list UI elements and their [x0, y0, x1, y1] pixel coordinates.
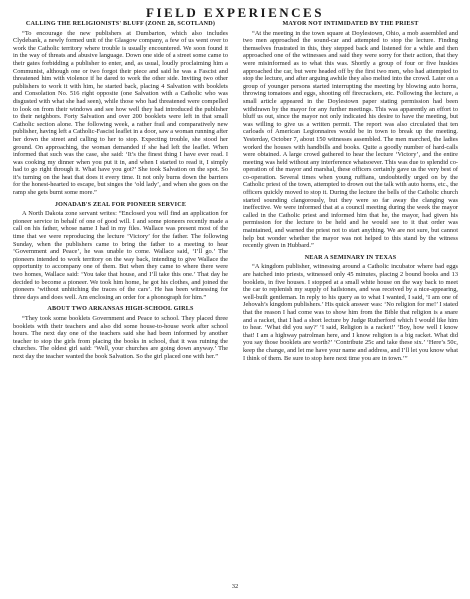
- section-heading: JONADAB'S ZEAL FOR PIONEER SERVICE: [54, 201, 187, 208]
- page-title: FIELD EXPERIENCES: [146, 5, 324, 20]
- right-column: [243, 21, 458, 362]
- section-paragraph: “A kingdom publisher, witnessing around a Catholic incubator where bad eggs are hatched into priests, witnessed only 45 minutes, placing 2 bound books and 13 booklets, in five houses. I stopped at a small white house on the way back to meet the car to replenish my supply of hailstones, and was received by a nice-appearing, well-built gentleman. In reply to his query as to what I wanted, I said, ‘I am one of Jehovah’s kingdom publishers.’ His quick answer was: ‘No religion for me!’ I stated that the reason I had come was to show him from the Bible that religion is a snare and a racket, that I had a short lecture by Judge Rutherford which I would like him to hear. ‘What did you say?’ ‘I said, Religion is a racket!’ ‘Boy, how well I know that! I am a highway patrolman here, and I know religion is a big racket. What did you say those booklets are worth?’ ‘Contribute 25c and take these six.’ ‘Here’s 50c, keep the change, and let me have your name and address, and I’ll let you know what I think of them. Be sure to stop here next time you are in town.’”: [243, 263, 458, 362]
- section-paragraph: A North Dakota zone servant writes: “Enclosed you will find an application for pioneer service in behalf of one of good will. I and some pioneers recently made a call on his father, whose name I had in my files. Wallace was present most of the time that we were reproducing the lecture ‘Victory’ for the father. The following Sunday, when the publishers came to bring the father to a meeting to hear ‘Government and Peace’, he was unable to come. Wallace said, ‘I’ll go.’ The pioneers intended to work territory on the way back, intending to give Wallace the opportunity to accompany one of them. But when they came to where there were two homes, Wallace said: ‘You take that house, and I’ll take this one.’ That day he decided to become a pioneer. We took him home, he got his clothes, and joined the pioneers ‘without unhitching the traces of the cars’. He has been witnessing for three days and does well. Am enclosing an order for a phonograph for him.”: [13, 210, 228, 301]
- page-number: 32: [231, 583, 239, 590]
- left-column: [13, 21, 228, 361]
- section-heading: ABOUT TWO ARKANSAS HIGH-SCHOOL GIRLS: [47, 306, 194, 313]
- section-paragraph: “To encourage the new publishers at Dumbarton, which also includes Clydebank, a newly formed unit of the Glasgow company, a few of us went over to work the Catholic territory where trouble is usually encountered. We soon found it in the way of threats and abusive language. Down one side of a street some came to their gates forbidding a publisher to enter, and, as usual, loudly proclaiming him a Communist, although one or two forgot their piece and said he was a Fascist and threatened him with violence if he dared to work the other side. Inviting two other publishers to work it with him, he started back, placing 4 Salvation with booklets and Consolation No. 516 right opposite (one Salvation with a Catholic who was disgusted with what she had seen), while those who had threatened were compelled to look on from their windows and see how well they had introduced the publisher to their neighbors. Forty Salvation and over 200 booklets were left in that small Catholic section alone. The following week, a rather frail and comparatively new publisher, having left a Catholic-Fascist leaflet in a door, saw a woman running after her down the street and calling to her to stop. Expecting trouble, she stood her ground. On approaching, the woman demanded if she had left the leaflet. When informed that such was the case, she said: ‘It’s the finest thing I have ever read. I was cooking my dinner when you put it in, and when I started to read it, I simply had to go right through it. What have you got?’ She took Salvation on the spot. So it’s turning on the heat that does it every time. It not only burns down the barriers for the honest-hearted to escape, but singes the ‘old lady’, and when she goes on the ramp she gets burnt some more.”: [13, 29, 228, 197]
- section-paragraph: “They took some booklets Government and Peace to school. They placed three booklets with their teachers and also did some house-to-house work after school hours. The next day one of the teachers said she had been informed by another teacher to stop the girls from placing the books in school, that it was ruining the churches. The oldest girl said: ‘Well, your churches are going down anyway.’ The next day the teacher wanted the book Salvation. So the girl placed one with her.”: [13, 314, 228, 360]
- section-heading: CALLING THE RELIGIONISTS' BLUFF (ZONE 28, SCOTLAND): [25, 21, 216, 27]
- section-heading: NEAR A SEMINARY IN TEXAS: [304, 254, 397, 261]
- section-heading: MAYOR NOT INTIMIDATED BY THE PRIEST: [282, 21, 419, 27]
- section-paragraph: “At the meeting in the town square at Doylestown, Ohio, a mob assembled and two men approached the sound-car and attempted to stop the lecture. Finding themselves frustrated in this, they stepped back and listened for a while and then approached one of the witnesses and said they were sorry for their action, that they were misinformed as to what this was. Shortly a group of four or five huskies approached the car, but were headed off by the first two men, who had attempted to stop the lecture, and after arguing awhile they also melted into the crowd. Later on a group of younger persons started interrupting the meeting by blowing auto horns, throwing tomatoes and eggs, shooting off firecrackers, etc. Following the lecture, a small article appeared in the Doylestown paper stating permission had been withdrawn by the mayor for any further meetings. This was apparently an effort to bluff us out, since the mayor not only indicated his desire to have the meeting, but was willing to give us a written permit. The report was also circulated that ten carloads of American Legionnaires would be in town to break up the meeting. Yesterday, October 7, about 150 witnesses assembled. The men marched, the ladies worked the houses with handbills and books. Quite a goodly number of hard-calls were obtained. A large crowd gathered to hear the lecture ‘Victory’, and the entire meeting was held without any interference whatsoever. This was due to splendid co-operation of the mayor and marshal, these officers certainly gave us the very best of co-operation. Several times when young ruffians, undoubtedly urged on by the Catholic priest of the town, attempted to drown out the talk with auto horns, etc., the officers quickly moved to stop it. During the lecture the bells of the Catholic church started sounding clangorously, but they were so far away the clanging was ineffective. We were informed that at a council meeting during the week the mayor called in the Catholic priest and informed him that he, the mayor, had given his permission for the lecture to be held and he would see to it that order was maintained, and warned the priest not to start anything. We are not sure, but cannot help but wonder whether the mayor was not helped to this stand by the witness recently given in Hubbard.”: [243, 29, 458, 250]
